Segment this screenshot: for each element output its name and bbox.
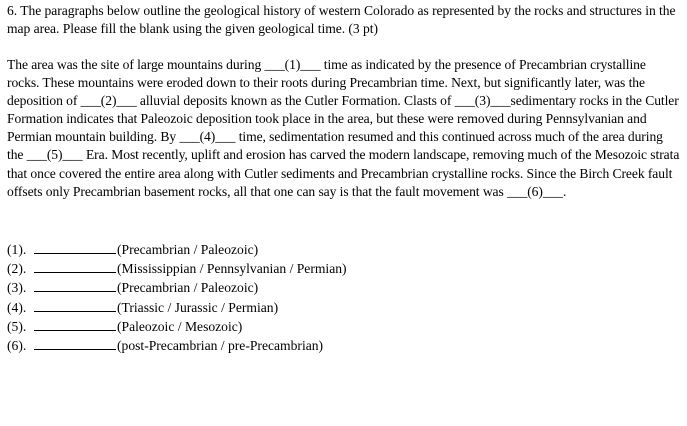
answer-row-5 [7, 317, 683, 336]
answer-choices: (Paleozoic / Mesozoic) [117, 318, 243, 334]
paragraph-text-6: Era. Most recently, uplift and erosion has carved the modern landscape, removing much of the Mesozoic strata that once covered the entire area along with Cutler sediments and Precambrian crystalline rocks. Since the Birch Creek fault offsets only Precambrian basement rocks, all that one can say is that the fault movement was [7, 147, 680, 199]
answer-choices: (Triassic / Jurassic / Permian) [117, 299, 279, 315]
paragraph-text-5: time, sedimentation resumed and this continued across much of the area during the [7, 129, 663, 163]
question-header: 6. The paragraphs below outline the geological history of western Colorado as represented by the rocks and structures in the map area. Please fill the blank using the given geological time. (3 pt) [7, 3, 676, 36]
answer-number: (5). [7, 318, 27, 334]
answer-number: (2). [7, 261, 27, 277]
blank-1: ___(1)___ [264, 57, 321, 72]
answer-row-4 [7, 298, 683, 317]
blank-2: ___(2)___ [80, 93, 137, 109]
answer-list [7, 240, 683, 356]
answer-choices: (post-Precambrian / pre-Precambrian) [117, 338, 324, 354]
answer-blank-line[interactable] [34, 336, 116, 350]
paragraph-text-1: The area was the site of large mountains during [7, 57, 262, 72]
paragraph-text-3: alluvial deposits known as the Cutler Formation. Clasts of [139, 93, 452, 109]
answer-row-1 [7, 240, 683, 259]
blank-3: ___(3)___ [454, 93, 511, 109]
blank-5: ___(5)___ [26, 147, 83, 163]
blank-6: ___(6)___ [507, 183, 563, 199]
geology-paragraph [7, 56, 681, 201]
blank-4: ___(4)___ [179, 129, 236, 145]
answer-blank-line[interactable] [34, 240, 116, 254]
answer-row-6 [7, 336, 683, 355]
answer-number: (6). [7, 338, 27, 354]
answer-row-3 [7, 278, 683, 297]
answer-blank-line[interactable] [34, 317, 116, 331]
answer-choices: (Precambrian / Paleozoic) [117, 241, 259, 257]
answer-number: (1). [7, 241, 27, 257]
answer-number: (4). [7, 299, 27, 315]
answer-choices: (Mississippian / Pennsylvanian / Permian) [117, 261, 347, 277]
answer-number: (3). [7, 280, 27, 296]
answer-blank-line[interactable] [34, 259, 116, 273]
paragraph-text-7: . [562, 183, 567, 199]
paragraph-text-2: time as indicated by the presence of Precambrian crystalline rocks. These mountains were eroded down to their roots during Precambrian time. Next, but significantly later, was the deposition of [7, 57, 646, 109]
answer-row-2 [7, 259, 683, 278]
answer-blank-line[interactable] [34, 278, 116, 292]
answer-blank-line[interactable] [34, 298, 116, 312]
answer-choices: (Precambrian / Paleozoic) [117, 280, 259, 296]
document-page [7, 2, 683, 356]
paragraph-text-4: sedimentary rocks in the Cutler Formation indicates that Paleozoic deposition took place in the area, but these were removed during Pennsylvanian and Permian mountain building. By [7, 93, 679, 145]
